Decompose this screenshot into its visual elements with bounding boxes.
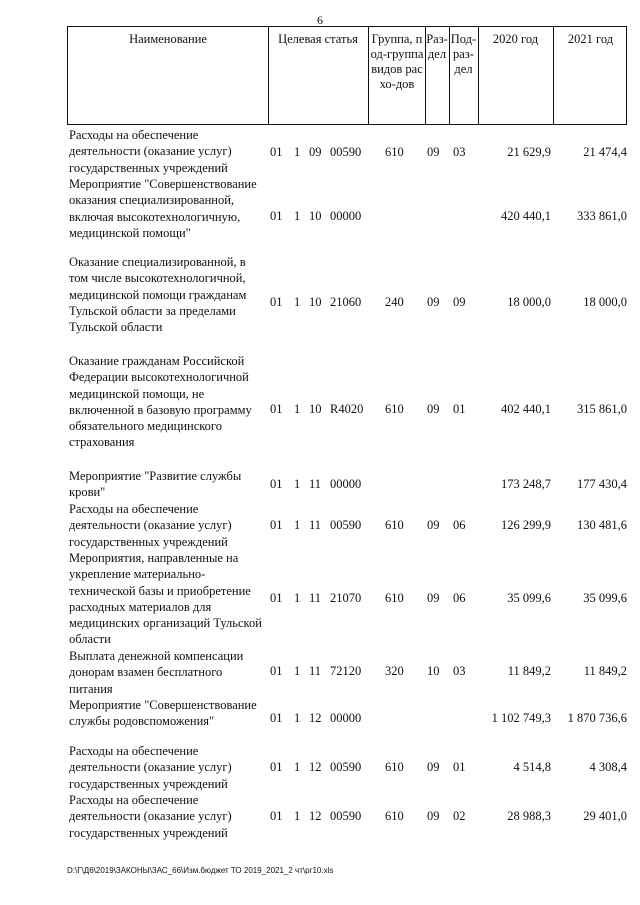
target-code-3: 12 [309,760,322,774]
row-name: Оказание специализированной, в том числе высокотехнологичной, медицинской помощи гражданам Тульской области за пределами Тульской области [69,255,247,335]
divider [368,27,369,124]
target-code-1: 01 [270,402,283,416]
value-2020: 11 849,2 [507,664,551,678]
target-code-2: 1 [294,809,301,823]
value-2020: 28 988,3 [507,809,551,823]
row-name: Мероприятия, направленные на укрепление материально-технической базы и приобретение расходных материалов для медицинских организаций Тульской области [69,551,262,647]
target-code-4: 00000 [330,477,362,491]
target-code-4: 00000 [330,711,362,725]
group-code: 610 [385,591,404,605]
target-code-3: 11 [309,591,322,605]
subsection-code: 01 [453,402,466,416]
target-code-1: 01 [270,295,283,309]
section-code: 09 [427,809,440,823]
section-code: 09 [427,295,440,309]
value-2020: 173 248,7 [501,477,551,491]
target-code-4: R4020 [330,402,364,416]
target-code-2: 1 [294,711,301,725]
target-code-1: 01 [270,711,283,725]
value-2021: 21 474,4 [583,145,627,159]
header-2021: 2021 год [567,32,614,46]
target-code-3: 09 [309,145,322,159]
value-2021: 11 849,2 [583,664,627,678]
file-path-footer: D:\Г\Д6\2019\ЗАКОНЫ\ЗАС_66\Изм.бюджет ТО 2019_2021_2 чт\рг10.xls [67,866,334,875]
target-code-4: 00590 [330,809,362,823]
group-code: 610 [385,809,404,823]
value-2021: 1 870 736,6 [567,711,627,725]
target-code-4: 21070 [330,591,362,605]
target-code-1: 01 [270,145,283,159]
target-code-1: 01 [270,664,283,678]
target-code-2: 1 [294,760,301,774]
target-code-2: 1 [294,591,301,605]
value-2021: 18 000,0 [583,295,627,309]
target-code-1: 01 [270,809,283,823]
section-code: 09 [427,760,440,774]
page-number: 6 [317,13,323,27]
target-code-3: 11 [309,518,322,532]
value-2021: 130 481,6 [577,518,627,532]
section-code: 09 [427,145,440,159]
value-2020: 126 299,9 [501,518,551,532]
value-2020: 18 000,0 [507,295,551,309]
header-group: Группа, под-группа видов расхо-дов [370,32,424,91]
value-2021: 4 308,4 [589,760,627,774]
target-code-4: 00590 [330,518,362,532]
target-code-4: 21060 [330,295,362,309]
value-2020: 420 440,1 [501,209,551,223]
target-code-1: 01 [270,591,283,605]
value-2020: 21 629,9 [507,145,551,159]
section-code: 10 [427,664,440,678]
row-name: Выплата денежной компенсации донорам взамен бесплатного питания [69,649,244,696]
subsection-code: 02 [453,809,466,823]
header-name: Наименование [129,32,207,46]
subsection-code: 03 [453,664,466,678]
target-code-4: 72120 [330,664,362,678]
subsection-code: 01 [453,760,466,774]
target-code-2: 1 [294,518,301,532]
row-name: Расходы на обеспечение деятельности (оказание услуг) государственных учреждений [69,744,232,791]
target-code-4: 00000 [330,209,362,223]
row-name: Расходы на обеспечение деятельности (оказание услуг) государственных учреждений [69,128,232,175]
section-code: 09 [427,402,440,416]
target-code-3: 12 [309,809,322,823]
target-code-3: 11 [309,664,322,678]
row-name: Расходы на обеспечение деятельности (оказание услуг) государственных учреждений [69,502,232,549]
header-section: Раз-дел [426,32,448,61]
header-subsection: Под-раз-дел [450,32,477,76]
subsection-code: 09 [453,295,466,309]
target-code-4: 00590 [330,145,362,159]
target-code-2: 1 [294,477,301,491]
value-2021: 177 430,4 [577,477,627,491]
target-code-3: 12 [309,711,322,725]
target-code-2: 1 [294,295,301,309]
target-code-3: 10 [309,209,322,223]
header-target: Целевая статья [278,32,358,46]
group-code: 610 [385,145,404,159]
value-2021: 29 401,0 [583,809,627,823]
group-code: 240 [385,295,404,309]
header-2020: 2020 год [492,32,539,46]
value-2020: 35 099,6 [507,591,551,605]
row-name: Мероприятие "Совершенствование службы родовспоможения" [69,698,257,729]
row-name: Мероприятие "Совершенствование оказания специализированной, включая высокотехнологичную, медицинской помощи" [69,177,257,240]
value-2021: 35 099,6 [583,591,627,605]
value-2020: 4 514,8 [513,760,551,774]
section-code: 09 [427,518,440,532]
table-header [67,26,627,125]
row-name: Расходы на обеспечение деятельности (оказание услуг) государственных учреждений [69,793,232,840]
target-code-3: 10 [309,402,322,416]
target-code-4: 00590 [330,760,362,774]
row-name: Мероприятие "Развитие службы крови" [69,469,242,500]
group-code: 610 [385,760,404,774]
target-code-1: 01 [270,760,283,774]
target-code-1: 01 [270,518,283,532]
value-2020: 1 102 749,3 [491,711,551,725]
subsection-code: 06 [453,591,466,605]
target-code-1: 01 [270,209,283,223]
target-code-2: 1 [294,402,301,416]
target-code-1: 01 [270,477,283,491]
group-code: 610 [385,402,404,416]
subsection-code: 06 [453,518,466,532]
value-2021: 333 861,0 [577,209,627,223]
value-2021: 315 861,0 [577,402,627,416]
target-code-3: 11 [309,477,322,491]
target-code-2: 1 [294,209,301,223]
group-code: 320 [385,664,404,678]
group-code: 610 [385,518,404,532]
target-code-2: 1 [294,664,301,678]
subsection-code: 03 [453,145,466,159]
target-code-3: 10 [309,295,322,309]
value-2020: 402 440,1 [501,402,551,416]
target-code-2: 1 [294,145,301,159]
row-name: Оказание гражданам Российской Федерации высокотехнологичной медицинской помощи, не включенной в базовую программу обязательного медицинского страхования [69,354,252,450]
section-code: 09 [427,591,440,605]
